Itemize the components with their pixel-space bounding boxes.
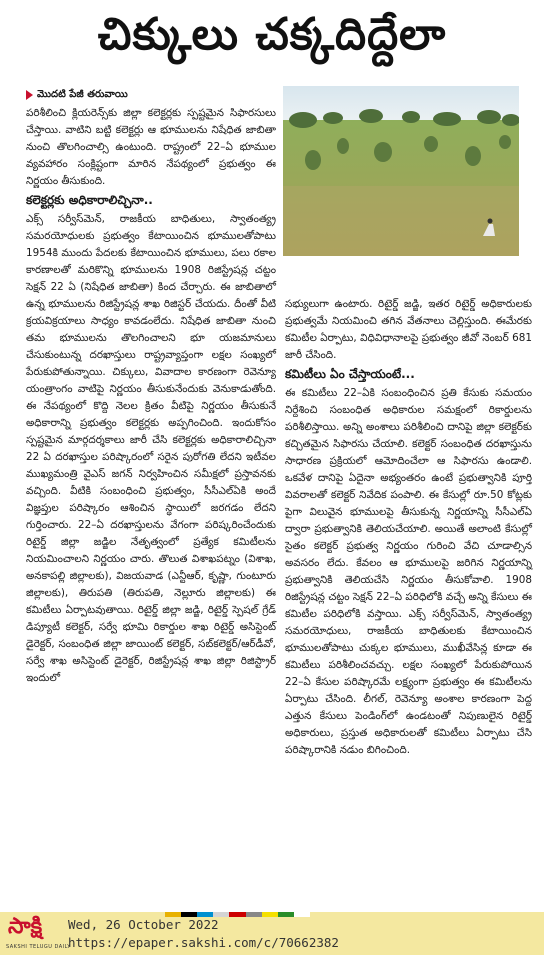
colorbar-swatch [294, 912, 310, 917]
field-photo [283, 86, 519, 256]
right-paragraph-2: ఈ కమిటీలు 22–ఏకి సంబంధించిన ప్రతి కేసుకు సమయం నిర్దేశించి సంబంధిత అధికారుల సమక్షంలో రికార్డులను పరిశీలిస్తాయి. అన్ని అంశాలు పరిశీలించి దానిపై జిల్లా కలెక్టర్‌కు కచ్చితమైన సిఫారసు చేయాలి. కలెక్టర్‌ సంబంధిత దరఖాస్తును సాధారణ ప్రక్రియలో ఆమోదించేలా ఆ సిఫారసు ఉండాలి. ఒకవేళ దానిపై ఏదైనా అభ్యంతరం ఉంటే ప్రభుత్వానికి పూర్తి వివరాలతో కలెక్టర్‌ నివేదిక పంపాలి. ఈ కేసుల్లో రూ.50 కోట్లకు పైగా విలువైన భూములపై తీసుకున్న నిర్ణయాన్ని సీసీఎల్‌ఏ ద్వారా ప్రభుత్వానికి తెలియచేయాలి. అయితే అలాంటి కేసుల్లో సైతం కలెక్టర్‌ ప్రభుత్వ నిర్ణయం గురించి వేచి చూడాల్సిన అవసరం లేదు. కేవలం ఆ భూములపై జరిగిన నిర్ణయాన్ని ప్రభుత్వానికి తెలియచేసి నిర్ణయం తీసుకోవాలి. 1908 రిజిస్ట్రేషన్ల చట్టం సెక్షన్‌ 22–ఏ పరిధిలోకి వచ్చే అన్ని కేసులు ఈ కమిటీల పరిధిలోకి వస్తాయి. ఎక్స్‌ సర్వీస్‌మెన్, స్వాతంత్య్ర సమరయోధులు, రాజకీయ బాధితులకు కేటాయించిన భూములతోపాటు చుక్కల భూములు, ముఖీవేసిన్ల కూడా ఈ కమిటీలు పరిశీలించవచ్చు. లక్షల సంఖ్యలో పేరుకుపోయిన 22–ఏ కేసుల పరిష్కారమే లక్ష్యంగా ప్రభుత్వం ఈ కమిటీలను ఏర్పాటు చేసింది. లీగల్, రెవెన్యూ అంశాల కారణంగా పెద్ద ఎత్తున కేసులు పెండింగ్‌లో ఉండటంతో నిపుణులైన రిటైర్డ్‌ అధికారులు, ప్రస్తుత అధికారులతో కమిటీలు ఏర్పాటు చేసి పరిష్కారానికి నడుం బిగించింది. [285, 387, 532, 756]
colorbar-swatch [262, 912, 278, 917]
sakshi-logo-tagline: SAKSHI TELUGU DAILY [6, 944, 71, 950]
edition-date: Wed, 26 October 2022 [68, 917, 219, 932]
right-subheading: కమిటీలు ఏం చేస్తాయంటే... [285, 367, 415, 381]
continuation-ref [26, 86, 276, 103]
epaper-link[interactable]: https://epaper.sakshi.com/c/70662382 [68, 935, 339, 950]
colorbar-swatch [229, 912, 245, 917]
colorbar-swatch [246, 912, 262, 917]
right-column [285, 296, 532, 760]
sakshi-logo: సాక్షి [8, 914, 43, 939]
colorbar-swatch [278, 912, 294, 917]
right-paragraph-1: సభ్యులుగా ఉంటారు. రిటైర్డ్‌ జడ్జి, ఇతర రిటైర్డ్‌ అధికారులకు ప్రభుత్వమే నియమించి తగిన వేతనాలు చెల్లిస్తుంది. ఈమేరకు కమిటీల ఏర్పాటు, విధివిధానాలపై ప్రభుత్వం జీవో నెంబర్‌ 681 జారీ చేసింది. [285, 298, 532, 361]
continuation-ref-text: మొదటి పేజీ తరువాయి [37, 89, 128, 100]
left-paragraph-1: పరిశీలించి క్లియరెన్స్‌కు జిల్లా కలెక్టర్లకు స్పష్టమైన సిఫారసులు చేస్తాయి. వాటిని బట్టి కలెక్టర్లు ఆ భూములను నిషేధిత జాబితా నుంచి తొలగించాల్సి ఉంటుంది. రాష్ట్రంలో 22–ఏ భూముల వ్యవహారం సంక్లిష్టంగా మారిన నేపథ్యంలో ప్రభుత్వం ఈ నిర్ణయం తీసుకుంది. [26, 107, 276, 187]
left-paragraph-2: ఎక్స్‌ సర్వీస్‌మెన్, రాజకీయ బాధితులు, స్వాతంత్య్ర సమరయోధులకు ప్రభుత్వం కేటాయించిన భూములతోపాటు 1954కి ముందు పేదలకు కేటాయించిన భూములు, పలు రకాల కారణాలతో మరికొన్ని భూములను 1908 రిజిస్ట్రేషన్ల చట్టం సెక్షన్‌ 22 ఏ (నిషేధిత జాబితా) కింద చేర్చారు. ఈ జాబితాలో ఉన్న భూములను రిజిస్ట్రేషన్ల శాఖ రిజిస్టర్‌ చేయదు. దీంతో వీటి క్రయవిక్రయాలు సాధ్యం కావడంలేదు. నిషేధిత జాబితా నుంచి తమ భూములను తొలగించాలని భూ యజమానులు చేసుకుంటున్న దరఖాస్తులు రాష్ట్రవ్యాప్తంగా లక్షల సంఖ్యలో పేరుకుపోతున్నాయి. చిక్కులు, వివాదాల కారణంగా రెవెన్యూ యంత్రాంగం వాటిపై నిర్ణయం తీసుకునేందుకు వెనుకాడుతోంది. ఈ నేపథ్యంలో కొద్ది నెలల క్రితం వీటిపై నిర్ణయం తీసుకునే అధికారాన్ని ప్రభుత్వం కలెక్టర్లకు అప్పగించింది. ఇందుకోసం స్పష్టమైన మార్గదర్శకాలు జారీ చేసి కలెక్టర్లకు అధికారాలిచ్చినా 22 ఏ దరఖాస్తుల పరిష్కారంలో సరైన పురోగతి లేదని ఇటీవల ముఖ్యమంత్రి వైఎస్‌ జగన్‌ నిర్వహించిన సమీక్షలో ప్రస్తావనకు వచ్చింది. వీటికి సంబంధించి ప్రభుత్వం, సీసీఎల్‌ఏకి అందే విజ్ఞప్తుల పరిష్కారం ఆశించిన స్థాయిలో జరగడం లేదని గుర్తించారు. 22–ఏ దరఖాస్తులను వేగంగా పరిష్కరించేందుకు రిటైర్డ్‌ జిల్లా జడ్జిల నేతృత్వంలో ప్రత్యేక కమిటీలను నియమించాలని నిర్ణయం చారు. తొలుత విశాఖపట్నం (విశాఖ, అనకాపల్లి జిల్లాలకు), విజయవాడ (ఎన్టీఆర్, కృష్ణా, గుంటూరు జిల్లాలకు), తిరుపతి (తిరుపతి, నెల్లూరు జిల్లాలకు) ఈ కమిటీలు ఏర్పాటవుతాయి. రిటైర్డ్‌ జిల్లా జడ్జి, రిటైర్డ్‌ స్పెషల్‌ గ్రేడ్‌ డిప్యూటీ కలెక్టర్, సర్వే భూమి రికార్డుల శాఖ రిటైర్డ్‌ అసిస్టెంట్‌ డైరెక్టర్, సంబంధిత జిల్లా జాయింట్‌ కలెక్టర్, సబ్‌కలెక్టర్‌/ఆర్‌డీవో, సర్వే శాఖ అసిస్టెంట్‌ డైరెక్టర్, రిజిస్ట్రేషన్ల శాఖ జిల్లా రిజిస్ట్రార్‌ ఇందులో [26, 213, 276, 684]
left-column [26, 86, 276, 688]
field-photo-illustration [283, 86, 519, 256]
left-subheading: కలెక్టర్లకు అధికారాలిచ్చినా.. [26, 193, 153, 207]
headline: చిక్కులు చక్కదిద్దేలా [97, 9, 447, 60]
triangle-right-icon [26, 90, 33, 100]
